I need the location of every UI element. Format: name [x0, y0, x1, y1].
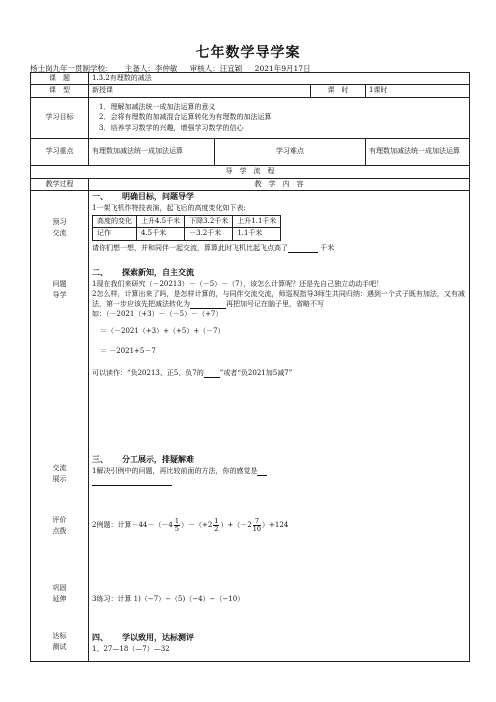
section-4: [92, 632, 466, 654]
section-heading: 四、 学以致用，达标测评: [92, 633, 194, 643]
goals-cell: [89, 97, 470, 138]
section-1-question: 请你们想一想，并和同伴一起交流，算算此时飞机比起飞点高了 千米: [92, 243, 335, 252]
practice-problem: 3练习：计算 1)（−7）−（5)（−4）−（−10）: [92, 595, 245, 604]
content-column: [89, 191, 470, 662]
content-label: 教 学 内 容: [89, 178, 470, 190]
table-cell: 高度的变化: [93, 216, 137, 228]
key-label: 学习重点: [31, 138, 89, 165]
label-consolidate: 巩固 延伸: [52, 584, 67, 603]
answer-blank[interactable]: [204, 369, 220, 378]
difficulty-label: 学习难点: [215, 138, 366, 165]
section-heading: 一、 明确目标，问题导学: [92, 192, 194, 202]
table-cell: －3.2千米: [185, 228, 233, 240]
process-header-row: [31, 178, 470, 190]
topic-value: 1.3.2有理数的减法: [89, 73, 470, 85]
answer-blank[interactable]: [257, 467, 267, 476]
type-row: [31, 85, 470, 97]
goal-item: 3．培养学习数学的兴趣，增强学习数学的信心: [99, 123, 244, 132]
type-value: 新授课: [89, 85, 311, 97]
hours-label: 课 时: [311, 85, 366, 97]
section-1-intro: 1一架飞机作特技表演，起飞后的高度变化如下表:: [92, 203, 246, 212]
label-problem-guide: 问题 导学: [52, 280, 67, 299]
process-column: [31, 191, 89, 662]
process-label: 教学过程: [31, 178, 89, 190]
altitude-table: [92, 215, 281, 241]
label-preview: 预习 交流: [52, 218, 67, 237]
content-row: [31, 191, 470, 662]
section-heading: 三、 分工展示，排疑解难: [92, 455, 194, 465]
key-value: 有理数加减法统一成加法运算: [89, 138, 215, 165]
section-2-reading: 可以读作：“负20213、正5、负7的 ”或者“负2021加5减7”: [92, 368, 293, 377]
answer-line[interactable]: [92, 476, 466, 486]
fraction: $\frac{1}{5}$: [174, 517, 179, 533]
lesson-table: [30, 72, 470, 662]
goals-label: 学习目标: [31, 97, 89, 138]
section-heading: 二、 探索新知，自主交流: [92, 268, 194, 278]
answer-blank[interactable]: [190, 300, 226, 309]
preparer: 主备人：李仲敏: [124, 64, 178, 73]
reviewer: 审核人：汪宜颖: [189, 64, 243, 73]
label-exchange-show: 交流 展示: [52, 464, 67, 483]
section-3: [92, 454, 466, 486]
section-3-p1: 1解决引例中的问题，再比较前面的方法，你的感觉是: [92, 466, 466, 476]
section-2: [92, 267, 466, 378]
topic-row: [31, 73, 470, 85]
table-cell: 下降3.2千米: [185, 216, 233, 228]
section-2-example: 如：（－2021（+3）－（－5）－（+7）: [92, 310, 223, 319]
goal-item: 1．理解加减法统一成加法运算的意义: [99, 102, 216, 111]
goal-item: 2．会将有理数的加减混合运算转化为有理数的加法运算: [99, 113, 272, 122]
section-4-q1: 1、27—18（—7）—32: [92, 644, 170, 653]
section-2-p2: 2怎么样，计算出来了吗，是怎样计算的，与同伴交流交流，师巡视指导3师生共同归纳：遇到一个式子既有加法，又有减法，第一步应该先把减法转化为 再把加号记在脑子里，省略不写: [92, 290, 465, 309]
fraction: $\frac{1}{2}$: [214, 517, 219, 533]
hours-value: 1课时: [366, 85, 470, 97]
label-test: 达标 测试: [52, 632, 67, 651]
page-title: 七年数学导学案: [195, 45, 301, 61]
topic-label: 课 题: [31, 73, 89, 85]
table-cell: 上升4.5千米: [137, 216, 185, 228]
guide-header-row: [31, 165, 470, 178]
fraction: $\frac{7}{10}$: [252, 517, 262, 533]
section-2-step2: ＝ －2021+5－7: [100, 346, 156, 355]
table-cell: 1.1千米: [233, 228, 281, 240]
key-row: [31, 138, 470, 165]
answer-blank[interactable]: [288, 244, 318, 253]
date: 2021年9月17日: [254, 64, 311, 73]
section-1: [92, 191, 466, 253]
section-2-p1: 1现在我们来研究（－20213）－（－5）－（7），该怎么计算呢？还是先自己独立动动手吧！: [92, 279, 384, 288]
guide-header: 导 学 流 程: [31, 165, 470, 178]
table-cell: 上升1.1千米: [233, 216, 281, 228]
label-eval-guide: 评价 点拨: [52, 516, 67, 535]
example-problem: 2例题：计算－44－（－4 $\frac{1}{5}$ ）－（+2 $\frac{1}{2}$ ）+（－2 $\frac{7}{10}$ ）+124: [92, 517, 289, 533]
difficulty-value: 有理数加减法统一成加法运算: [366, 138, 470, 165]
goals-row: [31, 97, 470, 138]
table-cell: 记作: [93, 228, 137, 240]
section-2-step1: ＝（－2021（+3）+（+5）+（－7）: [100, 327, 225, 336]
table-cell: 4.5千米: [137, 228, 185, 240]
type-label: 课 型: [31, 85, 89, 97]
school-name: 杨士岗九年一贯制学校：: [30, 64, 113, 73]
